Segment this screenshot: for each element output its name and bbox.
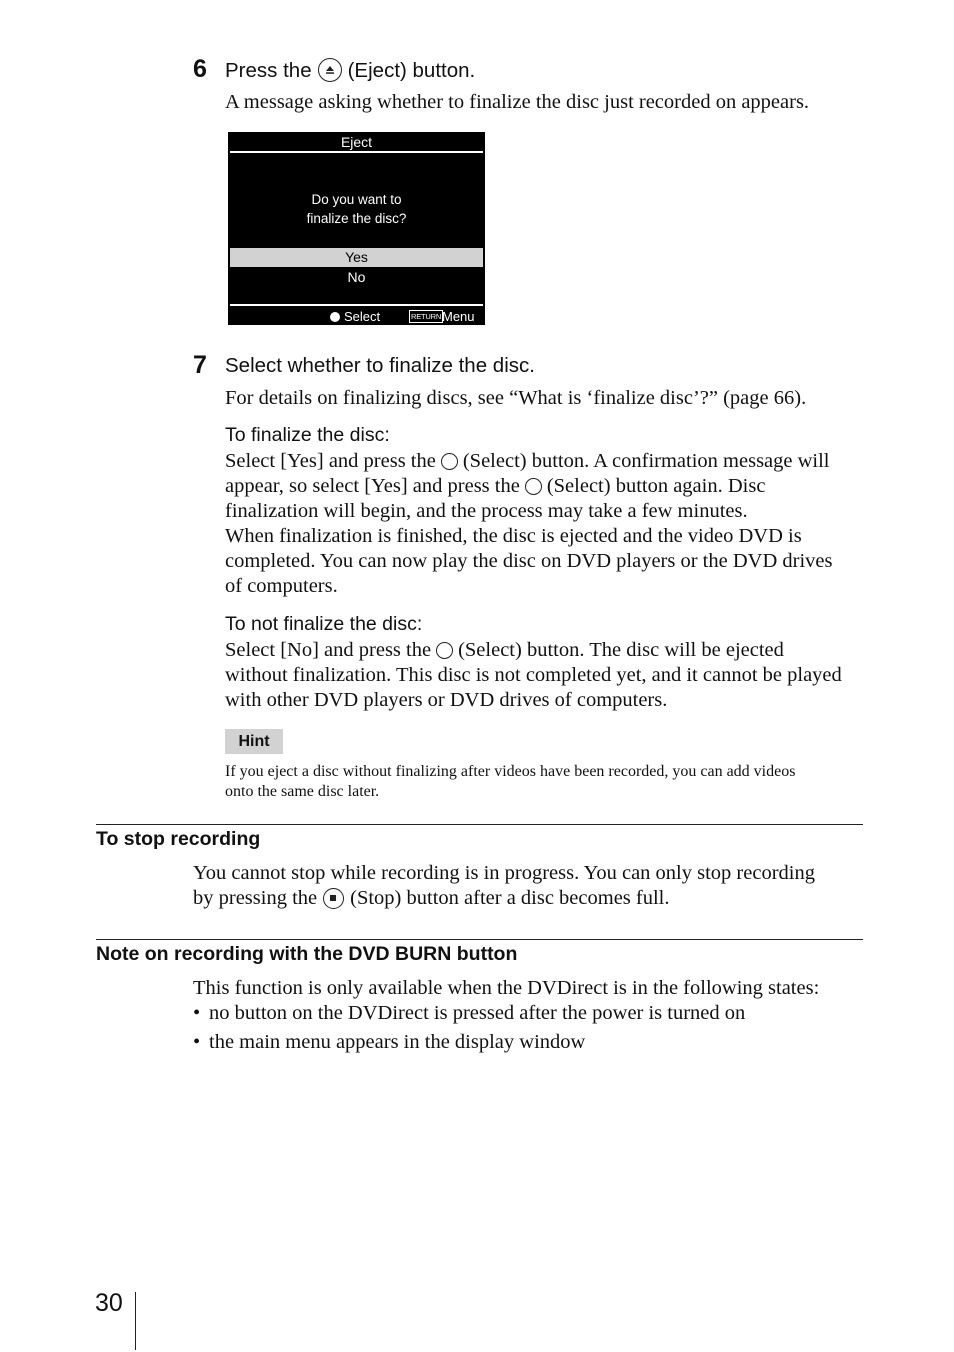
hint-label: Hint [225,729,283,754]
eject-dialog-screen [228,132,485,325]
page-number-divider [135,1292,136,1350]
text: Select [Yes] and press the [225,450,436,472]
text: When finalization is finished, the disc is ejected and the video DVD is [225,525,802,547]
return-key-icon: RETURN [411,312,442,321]
option-no: No [347,269,366,285]
list-item-text: no button on the DVDirect is pressed after the power is turned on [209,1002,746,1024]
text: by pressing the [193,887,318,909]
divider [230,304,483,306]
text: with other DVD players or DVD drives of computers. [225,689,668,711]
section-body: This function is only available when the DVDirect is in the following states: [193,977,820,999]
section-divider [96,939,863,940]
footer-menu-label: Menu [442,309,475,324]
text: (Select) button. The disc will be ejected [458,639,784,661]
step-number: 7 [193,351,207,379]
text: If you eject a disc without finalizing after videos have been recorded, you can add videos [225,763,796,780]
list-item [193,1030,586,1055]
page-number: 30 [95,1289,123,1317]
select-button-icon [441,453,458,470]
step-body: A message asking whether to finalize the disc just recorded on appears. [225,91,810,113]
stop-icon [323,888,344,909]
bullet: • [193,1002,201,1024]
text: Select [No] and press the [225,639,432,661]
hint-text [225,762,875,802]
dialog-footer [228,308,485,325]
step-body: For details on finalizing discs, see “What is ‘finalize disc’?” (page 66). [225,387,807,409]
text: (Select) button again. Disc [546,475,766,497]
section-heading: To stop recording [96,828,261,850]
divider [230,151,483,153]
option-yes: Yes [230,248,483,267]
eject-icon [318,58,342,82]
dialog-message [228,190,485,228]
select-dot-icon [330,312,340,322]
text: (Select) button. A confirmation message will [462,450,830,472]
footer-select-label: Select [344,309,381,324]
section-divider [96,824,863,825]
select-button-icon [436,642,453,659]
step-title-text: Press the [225,59,312,82]
step-title [225,58,475,84]
text: of computers. [225,575,338,597]
step-title-text: (Eject) button. [347,59,476,82]
step-title: Select whether to finalize the disc. [225,354,535,377]
text: (Stop) button after a disc becomes full. [350,887,670,909]
section-body [193,861,873,911]
dialog-message-line: Do you want to [311,192,402,207]
not-finalize-paragraph [225,638,875,713]
dialog-message-line: finalize the disc? [306,211,407,226]
text: finalization will begin, and the process may take a few minutes. [225,500,748,522]
not-finalize-heading: To not finalize the disc: [225,613,423,635]
list-item [193,1001,746,1026]
finalize-paragraph [225,449,875,599]
list-item-text: the main menu appears in the display window [209,1031,586,1053]
finalize-heading: To finalize the disc: [225,424,390,446]
select-button-icon [525,478,542,495]
step-number: 6 [193,55,207,83]
text: appear, so select [Yes] and press the [225,475,520,497]
dialog-title: Eject [340,134,373,150]
text: onto the same disc later. [225,783,380,800]
text: completed. You can now play the disc on DVD players or the DVD drives [225,550,833,572]
text: without finalization. This disc is not completed yet, and it cannot be played [225,664,842,686]
bullet: • [193,1031,201,1053]
section-heading: Note on recording with the DVD BURN button [96,943,518,965]
text: You cannot stop while recording is in progress. You can only stop recording [193,862,815,884]
